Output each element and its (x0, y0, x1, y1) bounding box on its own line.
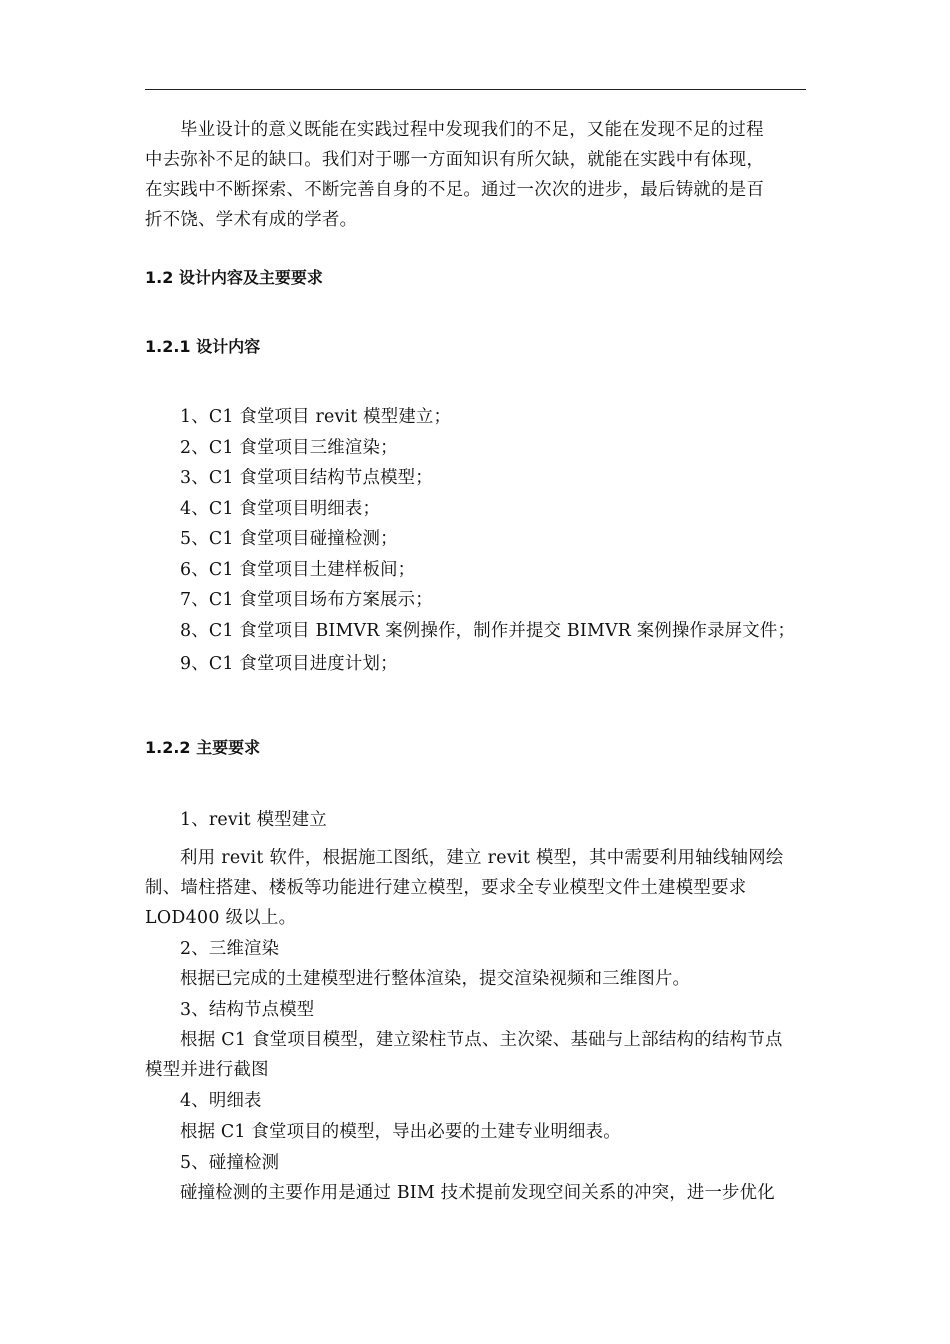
list-item: 2、C1 食堂项目三维渲染； (180, 437, 398, 458)
list-item: 4、C1 食堂项目明细表； (180, 498, 381, 519)
intro-line: 中去弥补不足的缺口。我们对于哪一方面知识有所欠缺，就能在实践中有体现， (145, 150, 765, 170)
list-item: 6、C1 食堂项目土建样板间； (180, 559, 416, 580)
list-item: 1、C1 食堂项目 revit 模型建立； (180, 407, 452, 427)
section-heading-1-2-2: 1.2.2 主要要求 (145, 738, 261, 757)
list-item: 5、C1 食堂项目碰撞检测； (180, 529, 398, 549)
intro-line: 毕业设计的意义既能在实践过程中发现我们的不足，又能在发现不足的过程 (180, 120, 764, 140)
intro-paragraph (145, 115, 807, 235)
requirement-line: 根据 C1 食堂项目模型，建立梁柱节点、主次梁、基础与上部结构的结构节点 (180, 1030, 783, 1050)
requirement-paragraph (145, 843, 807, 933)
list-item: 3、C1 食堂项目结构节点模型； (180, 468, 433, 488)
section-heading-1-2: 1.2 设计内容及主要要求 (145, 268, 323, 287)
intro-line: 在实践中不断探索、不断完善自身的不足。通过一次次的进步，最后铸就的是百 (145, 180, 765, 200)
requirement-paragraph (145, 1025, 807, 1085)
requirement-line: 根据 C1 食堂项目的模型，导出必要的土建专业明细表。 (180, 1122, 621, 1142)
requirement-line: 利用 revit 软件，根据施工图纸，建立 revit 模型，其中需要利用轴线轴网绘 (180, 848, 784, 868)
design-content-list (180, 402, 795, 680)
requirement-line: 模型并进行截图 (145, 1060, 269, 1080)
requirement-title: 1、revit 模型建立 (180, 810, 327, 830)
list-item: 7、C1 食堂项目场布方案展示； (180, 590, 433, 610)
requirement-line: 制、墙柱搭建、楼板等功能进行建立模型，要求全专业模型文件土建模型要求 (145, 878, 747, 898)
list-item: 9、C1 食堂项目进度计划； (180, 654, 398, 674)
list-item: 8、C1 食堂项目 BIMVR 案例操作，制作并提交 BIMVR 案例操作录屏文件； (180, 620, 796, 641)
requirement-title: 2、三维渲染 (180, 939, 280, 959)
requirement-line: LOD400 级以上。 (145, 908, 297, 928)
header-rule (145, 89, 806, 90)
requirement-line: 碰撞检测的主要作用是通过 BIM 技术提前发现空间关系的冲突，进一步优化 (180, 1183, 775, 1203)
section-heading-1-2-1: 1.2.1 设计内容 (145, 337, 261, 356)
requirement-title: 4、明细表 (180, 1091, 262, 1111)
requirement-title: 5、碰撞检测 (180, 1153, 280, 1173)
intro-line: 折不饶、学术有成的学者。 (145, 210, 358, 230)
requirement-line: 根据已完成的土建模型进行整体渲染，提交渲染视频和三维图片。 (180, 969, 691, 989)
requirement-title: 3、结构节点模型 (180, 1000, 315, 1020)
